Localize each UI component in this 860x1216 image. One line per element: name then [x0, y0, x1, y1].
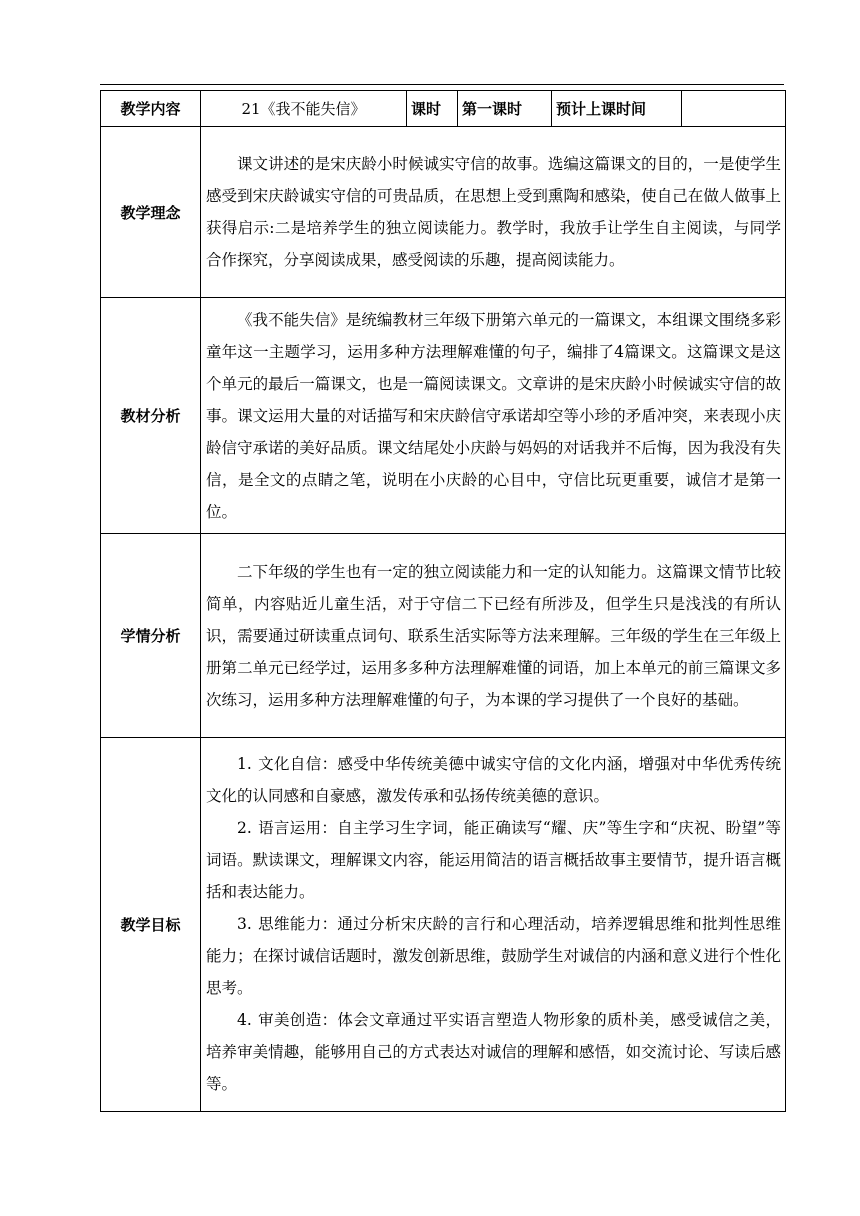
label-student-analysis: 学情分析: [101, 534, 201, 738]
lesson-title: 21《我不能失信》: [201, 91, 407, 127]
goal-number: 2.: [237, 818, 252, 837]
goal-text: 语言运用：自主学习生字词，能正确读写“耀、庆”等生字和“庆祝、盼望”等词语。默读课文，理解课文内容，能运用简洁的语言概括故事主要情节，提升语言概括和表达能力。: [206, 818, 781, 901]
goal-text: 审美创造：体会文章通过平实语言塑造人物形象的质朴美，感受诚信之美，培养审美情趣，能够用自己的方式表达对诚信的理解和感悟，如交流讨论、写读后感等。: [206, 1010, 781, 1093]
label-teaching-concept: 教学理念: [101, 127, 201, 298]
teaching-goals-cell: [201, 738, 786, 1112]
row-material-analysis: [101, 298, 786, 534]
header-row: [101, 91, 786, 127]
label-teaching-goals: 教学目标: [101, 738, 201, 1112]
goal-item: [206, 908, 781, 1004]
goal-text: 文化自信：感受中华传统美德中诚实守信的文化内涵，增强对中华优秀传统文化的认同感和自豪感，激发传承和弘扬传统美德的意识。: [206, 754, 781, 805]
label-period: 课时: [407, 91, 458, 127]
label-teaching-content: 教学内容: [101, 91, 201, 127]
goal-number: 1.: [237, 754, 252, 773]
label-scheduled-time: 预计上课时间: [552, 91, 682, 127]
teaching-concept-cell: [201, 127, 786, 298]
goal-number: 4.: [237, 1010, 252, 1029]
lesson-plan-table: [100, 90, 786, 1112]
student-analysis-text: 二下年级的学生也有一定的独立阅读能力和一定的认知能力。这篇课文情节比较简单，内容贴近儿童生活，对于守信二下已经有所涉及，但学生只是浅浅的有所认识，需要通过研读重点词句、联系生活实际等方法来理解。三年级的学生在三年级上册第二单元已经学过，运用多多种方法理解难懂的词语，加上本单元的前三篇课文多次练习，运用多种方法理解难懂的句子，为本课的学习提供了一个良好的基础。: [206, 562, 781, 709]
teaching-concept-text: 课文讲述的是宋庆龄小时候诚实守信的故事。选编这篇课文的目的，一是使学生感受到宋庆龄诚实守信的可贵品质，在思想上受到熏陶和感染，使自己在做人做事上获得启示:二是培养学生的独立阅读能力。教学时，我放手让学生自主阅读，与同学合作探究，分享阅读成果，感受阅读的乐趣，提高阅读能力。: [206, 155, 781, 269]
goal-text: 思维能力：通过分析宋庆龄的言行和心理活动，培养逻辑思维和批判性思维能力；在探讨诚信话题时，激发创新思维，鼓励学生对诚信的内涵和意义进行个性化思考。: [206, 914, 781, 997]
row-student-analysis: [101, 534, 786, 738]
page-header-rule: [100, 84, 784, 85]
goal-item: [206, 1004, 781, 1100]
student-analysis-cell: [201, 534, 786, 738]
material-analysis-text: 《我不能失信》是统编教材三年级下册第六单元的一篇课文，本组课文围绕多彩童年这一主题学习，运用多种方法理解难懂的句子，编排了4篇课文。这篇课文是这个单元的最后一篇课文，也是一篇阅读课文。文章讲的是宋庆龄小时候诚实守信的故事。课文运用大量的对话描写和宋庆龄信守承诺却空等小珍的矛盾冲突，来表现小庆龄信守承诺的美好品质。课文结尾处小庆龄与妈妈的对话我并不后悔，因为我没有失信，是全文的点睛之笔，说明在小庆龄的心目中，守信比玩更重要，诚信才是第一位。: [206, 310, 781, 521]
row-teaching-concept: [101, 127, 786, 298]
row-teaching-goals: [101, 738, 786, 1112]
goal-item: [206, 812, 781, 908]
scheduled-time-value: [682, 91, 786, 127]
label-material-analysis: 教材分析: [101, 298, 201, 534]
period-value: 第一课时: [458, 91, 552, 127]
goal-item: [206, 748, 781, 812]
material-analysis-cell: [201, 298, 786, 534]
goal-number: 3.: [237, 914, 252, 933]
